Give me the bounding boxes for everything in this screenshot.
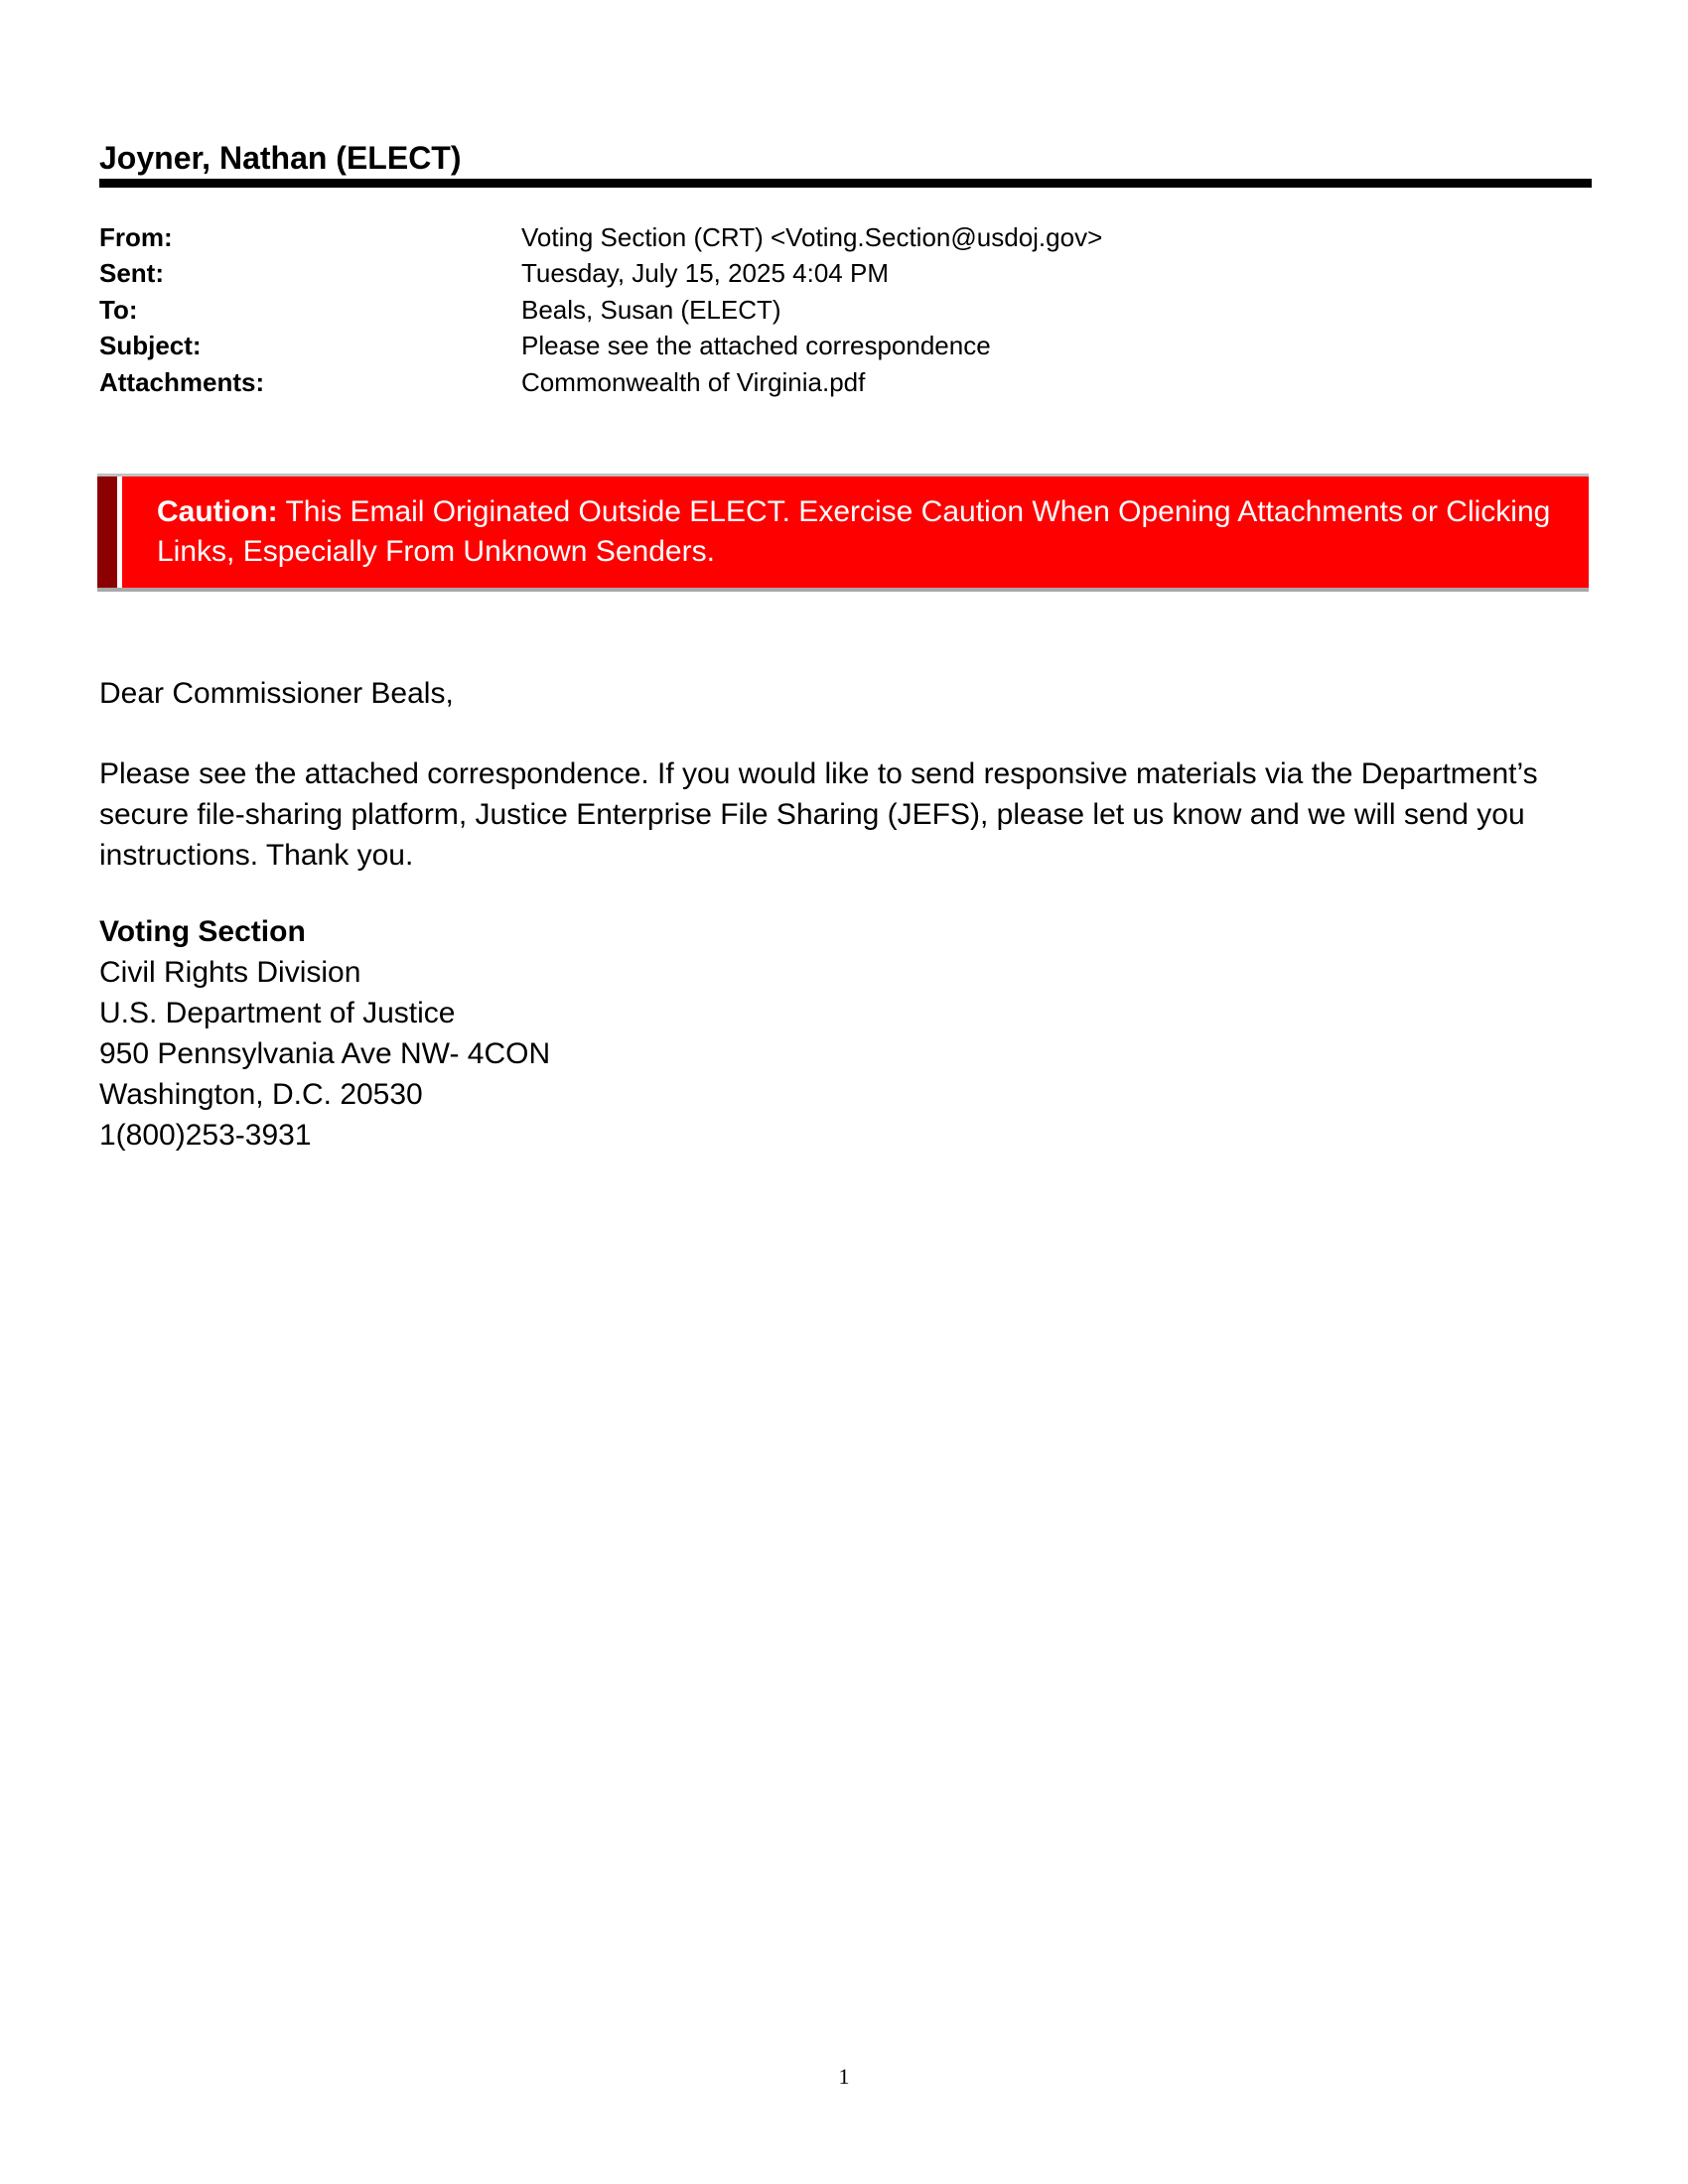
from-row (99, 219, 1589, 255)
signature-phone: 1(800)253-3931 (99, 1119, 312, 1152)
to-value[interactable]: Beals, Susan (ELECT) (521, 295, 781, 325)
signature-name: Voting Section (99, 915, 306, 948)
attachments-row (99, 364, 1589, 400)
subject-label: Subject: (99, 331, 202, 360)
mailbox-owner-title: Joyner, Nathan (ELECT) (99, 140, 462, 176)
caution-accent-bar (97, 477, 117, 588)
email-greeting: Dear Commissioner Beals, (99, 677, 454, 710)
caution-text (157, 492, 1567, 572)
caution-message: This Email Originated Outside ELECT. Exercise Caution When Opening Attachments or Clicking Links, Especially From Unknown Senders. (157, 495, 1551, 568)
caution-accent-gap (117, 477, 122, 588)
sent-value: Tuesday, July 15, 2025 4:04 PM (521, 258, 889, 288)
sent-row (99, 255, 1589, 291)
signature-department: U.S. Department of Justice (99, 997, 456, 1029)
from-value[interactable]: Voting Section (CRT) <Voting.Section@usdoj.gov> (521, 222, 1103, 252)
from-label: From: (99, 222, 173, 252)
attachments-label: Attachments: (99, 367, 265, 397)
email-body-paragraph: Please see the attached correspondence. If you would like to send responsive materials via the Department’s secure file-sharing platform, Justice Enterprise File Sharing (JEFS), please let us know and we will send you instructions. Thank you. (99, 757, 1538, 872)
caution-label: Caution: (157, 495, 278, 528)
caution-banner (97, 474, 1589, 592)
signature-address-line1: 950 Pennsylvania Ave NW- 4CON (99, 1037, 551, 1070)
signature-division: Civil Rights Division (99, 956, 361, 989)
email-signature (99, 911, 550, 1156)
signature-address-line2: Washington, D.C. 20530 (99, 1078, 423, 1111)
to-row (99, 292, 1589, 328)
to-label: To: (99, 295, 138, 325)
subject-value: Please see the attached correspondence (521, 331, 991, 360)
title-divider (99, 179, 1592, 188)
sent-label: Sent: (99, 258, 164, 288)
subject-row (99, 328, 1589, 363)
attachment-file-link[interactable]: Commonwealth of Virginia.pdf (521, 367, 866, 397)
page-number: 1 (838, 2064, 850, 2089)
